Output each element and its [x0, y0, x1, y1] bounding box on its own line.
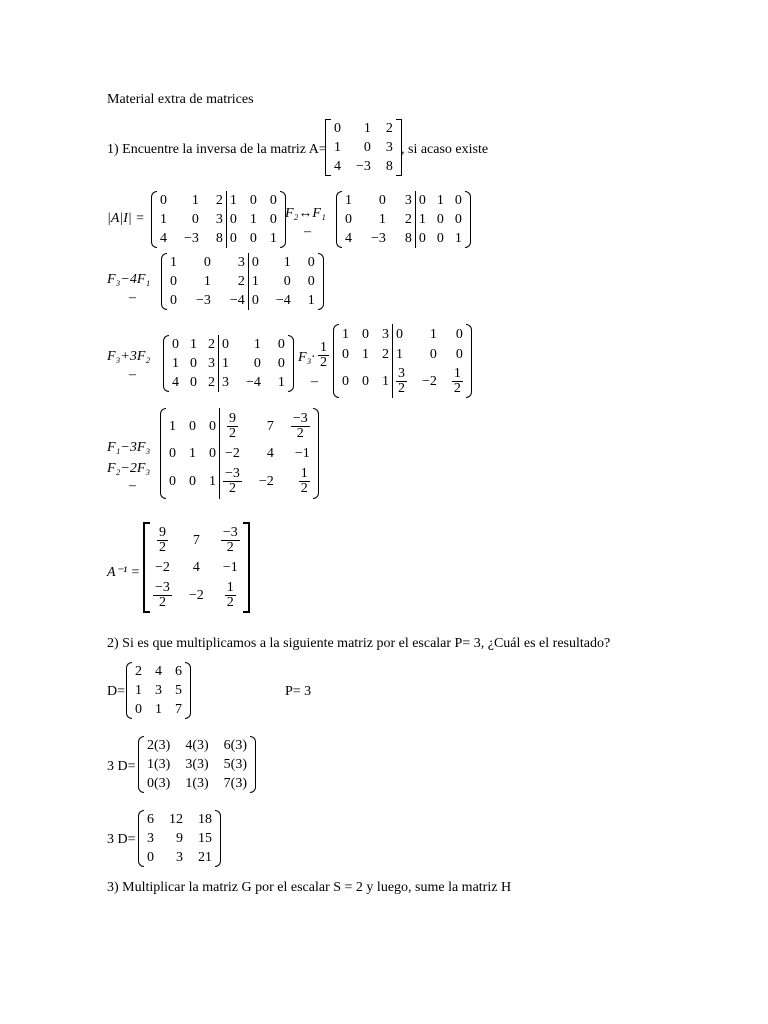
3D-result-label: 3 D=	[107, 832, 136, 847]
arrow-marker: –	[304, 224, 311, 239]
row-op-f3-plus-3f2: F₃+3F₂	[107, 349, 151, 364]
row-op-f3-times-half: F₃·	[298, 350, 315, 365]
ex2-question: 2) Si es que multiplicamos a la siguiente matriz por el escalar P= 3, ¿Cuál es el resultado?	[107, 636, 611, 651]
augmented-matrix-step2	[161, 253, 324, 310]
step2-grid: 1 0 3 0 1 0 0 1 2 1 0 0 0 −3 −4 0 −4 1	[170, 255, 315, 308]
matrix-3D-expanded	[138, 736, 256, 793]
step5-grid: 1 0 0 $\frac{9}{2}$ 7 $\frac{-3}{2}$ 0 1 0 −2 4 −1 0 0 1 $\frac{-3}{2}$ −2 $\frac{1}{2}$	[166, 408, 313, 499]
ex3-question: 3) Multiplicar la matriz G por el escalar S = 2 y luego, sume la matriz H	[107, 880, 512, 895]
arrow-marker: –	[129, 290, 136, 305]
row-op-swap: F₂↔F₁	[285, 206, 326, 221]
matrix-D-grid: 2 4 6 1 3 5 0 1 7	[135, 664, 182, 717]
arrow-marker: –	[129, 367, 136, 382]
op4-fraction: $\frac{1}{2}$	[320, 340, 327, 370]
arrow-marker: –	[311, 374, 318, 389]
inverse-grid: $\frac{9}{2}$ 7 $\frac{-3}{2}$ −2 4 −1 $\frac{-3}{2}$ −2 $\frac{1}{2}$	[155, 524, 238, 610]
augmented-matrix-step3	[163, 335, 294, 392]
matrix-A	[325, 119, 402, 176]
ex1-suffix: , si acaso existe	[401, 142, 489, 157]
row-op-f2-minus-2f3: F₂−2F₃	[107, 461, 151, 476]
matrix-3D-result	[138, 810, 221, 867]
arrow-marker: –	[129, 478, 136, 493]
augmented-matrix-step0	[151, 191, 286, 248]
step4-grid: 1 0 3 0 1 0 0 1 2 1 0 0 0 0 1 $\frac{3}{2}$ −2 $\frac{1}{2}$	[339, 324, 466, 398]
3D-expanded-grid: 2(3) 4(3) 6(3) 1(3) 3(3) 5(3) 0(3) 1(3) 7(3)	[147, 738, 247, 791]
row-op-f1-minus-3f3: F₁−3F₃	[107, 440, 151, 455]
step0-grid: 0 1 2 1 0 0 1 0 3 0 1 0 4 −3 8 0 0 1	[160, 193, 277, 246]
3D-expanded-label: 3 D=	[107, 759, 136, 774]
row-op-f3-minus-4f1: F₃−4F₁	[107, 272, 151, 287]
augmented-matrix-step1	[336, 191, 471, 248]
ex1-prefix: 1) Encuentre la inversa de la matriz A=	[107, 142, 327, 157]
augmented-matrix-step4	[333, 324, 472, 398]
3D-result-grid: 6 12 18 3 9 15 0 3 21	[147, 812, 212, 865]
step1-grid: 1 0 3 0 1 0 0 1 2 1 0 0 4 −3 8 0 0 1	[345, 193, 462, 246]
augmented-matrix-step5	[160, 408, 319, 499]
document-title: Material extra de matrices	[107, 92, 254, 107]
matrix-D	[126, 662, 191, 719]
D-label: D=	[107, 684, 126, 699]
matrix-A-grid: 0 1 2 1 0 3 4 −3 8	[334, 121, 393, 174]
augmented-label: |A|I| =	[107, 211, 145, 226]
step3-grid: 0 1 2 0 1 0 1 0 3 1 0 0 4 0 2 3 −4 1	[172, 337, 285, 390]
inverse-matrix	[143, 522, 250, 613]
P-label: P= 3	[285, 684, 312, 699]
inverse-label: A⁻¹ =	[107, 565, 141, 580]
